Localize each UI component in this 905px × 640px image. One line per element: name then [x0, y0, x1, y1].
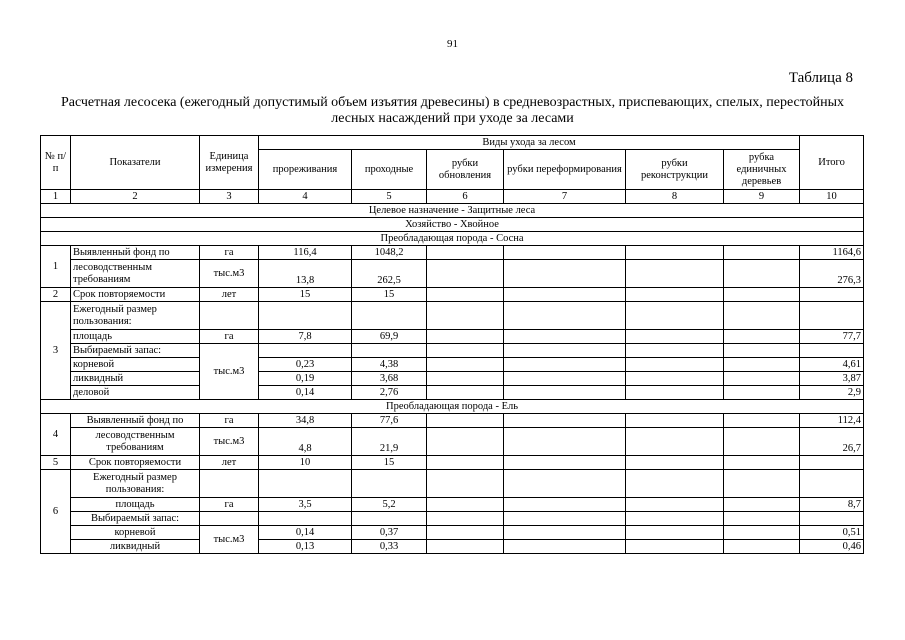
row-label: ликвидный — [71, 372, 200, 386]
table-row — [41, 512, 864, 526]
unit-cell: тыс.м3 — [200, 344, 259, 400]
header-indicators: Показатели — [71, 136, 200, 190]
table-row — [41, 456, 864, 470]
value-cell: 21,9 — [352, 428, 427, 456]
header-passage: проходные — [352, 150, 427, 190]
col-number: 4 — [259, 190, 352, 204]
col-number: 10 — [800, 190, 864, 204]
value-cell: 15 — [259, 288, 352, 302]
table-row — [41, 260, 864, 288]
value-cell: 3,5 — [259, 498, 352, 512]
value-cell: 0,23 — [259, 358, 352, 372]
row-num: 2 — [41, 288, 71, 302]
total-cell: 276,3 — [800, 260, 864, 288]
total-cell: 112,4 — [800, 414, 864, 428]
col-number: 3 — [200, 190, 259, 204]
header-reformation: рубки переформирования — [504, 150, 626, 190]
header-thinning: прореживания — [259, 150, 352, 190]
value-cell: 2,76 — [352, 386, 427, 400]
row-num: 3 — [41, 302, 71, 400]
value-cell: 34,8 — [259, 414, 352, 428]
col-number: 7 — [504, 190, 626, 204]
table-row — [41, 372, 864, 386]
row-label: площадь — [71, 330, 200, 344]
row-label: Срок повторяемости — [71, 288, 200, 302]
value-cell: 1048,2 — [352, 246, 427, 260]
header-num: № п/п — [41, 136, 71, 190]
row-label: лесоводственным — [73, 261, 152, 273]
col-number: 9 — [724, 190, 800, 204]
value-cell: 0,13 — [259, 540, 352, 554]
row-label: Выявленный фонд по — [71, 246, 200, 260]
value-cell: 0,33 — [352, 540, 427, 554]
row-label: корневой — [71, 358, 200, 372]
row-label: площадь — [71, 498, 200, 512]
table-row — [41, 428, 864, 456]
row-label: деловой — [71, 386, 200, 400]
value-cell: 0,14 — [259, 386, 352, 400]
row-label: Ежегодный размер — [93, 471, 177, 483]
value-cell: 3,68 — [352, 372, 427, 386]
row-num: 5 — [41, 456, 71, 470]
table-row — [41, 540, 864, 554]
value-cell: 262,5 — [352, 260, 427, 288]
section-title-pine: Преобладающая порода - Сосна — [41, 232, 864, 246]
unit-cell: га — [200, 414, 259, 428]
table-title: Расчетная лесосека (ежегодный допустимый объем изъятия древесины) в средневозрастных, приспевающих, спелых, перестойных лесных насаждений при уходе за лесами — [60, 95, 845, 126]
table-row — [41, 470, 864, 498]
value-cell: 13,8 — [259, 260, 352, 288]
value-cell: 0,14 — [259, 526, 352, 540]
table-row — [41, 526, 864, 540]
total-cell: 8,7 — [800, 498, 864, 512]
value-cell: 0,37 — [352, 526, 427, 540]
value-cell: 4,8 — [259, 428, 352, 456]
row-label: требованиям — [106, 441, 164, 453]
value-cell: 0,19 — [259, 372, 352, 386]
value-cell: 116,4 — [259, 246, 352, 260]
header-single-tree: рубка единичных деревьев — [724, 150, 800, 190]
value-cell: 15 — [352, 456, 427, 470]
row-label: Выбираемый запас: — [71, 344, 200, 358]
row-label: корневой — [71, 526, 200, 540]
unit-cell: лет — [200, 288, 259, 302]
value-cell: 5,2 — [352, 498, 427, 512]
section-title-spruce: Преобладающая порода - Ель — [41, 400, 864, 414]
table-row — [41, 386, 864, 400]
row-num: 1 — [41, 246, 71, 288]
row-label: Срок повторяемости — [71, 456, 200, 470]
table-label: Таблица 8 — [788, 70, 853, 86]
total-cell: 4,61 — [800, 358, 864, 372]
value-cell: 4,38 — [352, 358, 427, 372]
col-number: 6 — [427, 190, 504, 204]
header-unit: Единица измерения — [200, 136, 259, 190]
logging-table — [40, 135, 864, 554]
total-cell: 3,87 — [800, 372, 864, 386]
total-cell: 77,7 — [800, 330, 864, 344]
value-cell: 77,6 — [352, 414, 427, 428]
table-row — [41, 498, 864, 512]
row-num: 4 — [41, 414, 71, 456]
col-number: 1 — [41, 190, 71, 204]
value-cell: 69,9 — [352, 330, 427, 344]
row-label: лесоводственным — [95, 429, 175, 441]
total-cell: 2,9 — [800, 386, 864, 400]
table-row — [41, 246, 864, 260]
value-cell: 7,8 — [259, 330, 352, 344]
row-label: пользования: — [73, 315, 132, 327]
unit-cell: тыс.м3 — [200, 526, 259, 554]
col-number: 2 — [71, 190, 200, 204]
header-total: Итого — [800, 136, 864, 190]
row-label: ликвидный — [71, 540, 200, 554]
row-label: пользования: — [105, 483, 165, 495]
table-row — [41, 344, 864, 358]
farm-row: Хозяйство - Хвойное — [41, 218, 864, 232]
value-cell: 10 — [259, 456, 352, 470]
unit-cell: тыс.м3 — [200, 260, 259, 288]
total-cell: 0,51 — [800, 526, 864, 540]
col-number: 5 — [352, 190, 427, 204]
col-number: 8 — [626, 190, 724, 204]
column-numbers-row — [41, 190, 864, 204]
unit-cell: га — [200, 246, 259, 260]
row-num: 6 — [41, 470, 71, 554]
row-label: Выбираемый запас: — [71, 512, 200, 526]
total-cell: 0,46 — [800, 540, 864, 554]
table-row — [41, 358, 864, 372]
total-cell: 1164,6 — [800, 246, 864, 260]
total-cell: 26,7 — [800, 428, 864, 456]
value-cell: 15 — [352, 288, 427, 302]
row-label: требованиям — [73, 273, 131, 285]
table-row — [41, 302, 864, 330]
unit-cell: га — [200, 498, 259, 512]
row-label: Ежегодный размер — [73, 303, 157, 315]
table-row — [41, 288, 864, 302]
unit-cell: га — [200, 330, 259, 344]
header-row-1 — [41, 136, 864, 150]
unit-cell: лет — [200, 456, 259, 470]
table-row — [41, 414, 864, 428]
header-renewal: рубки обновления — [427, 150, 504, 190]
header-care-types: Виды ухода за лесом — [259, 136, 800, 150]
unit-cell: тыс.м3 — [200, 428, 259, 456]
purpose-row: Целевое назначение - Защитные леса — [41, 204, 864, 218]
table-row — [41, 330, 864, 344]
header-reconstruction: рубки реконструкции — [626, 150, 724, 190]
row-label: Выявленный фонд по — [71, 414, 200, 428]
page-number: 91 — [447, 38, 458, 50]
